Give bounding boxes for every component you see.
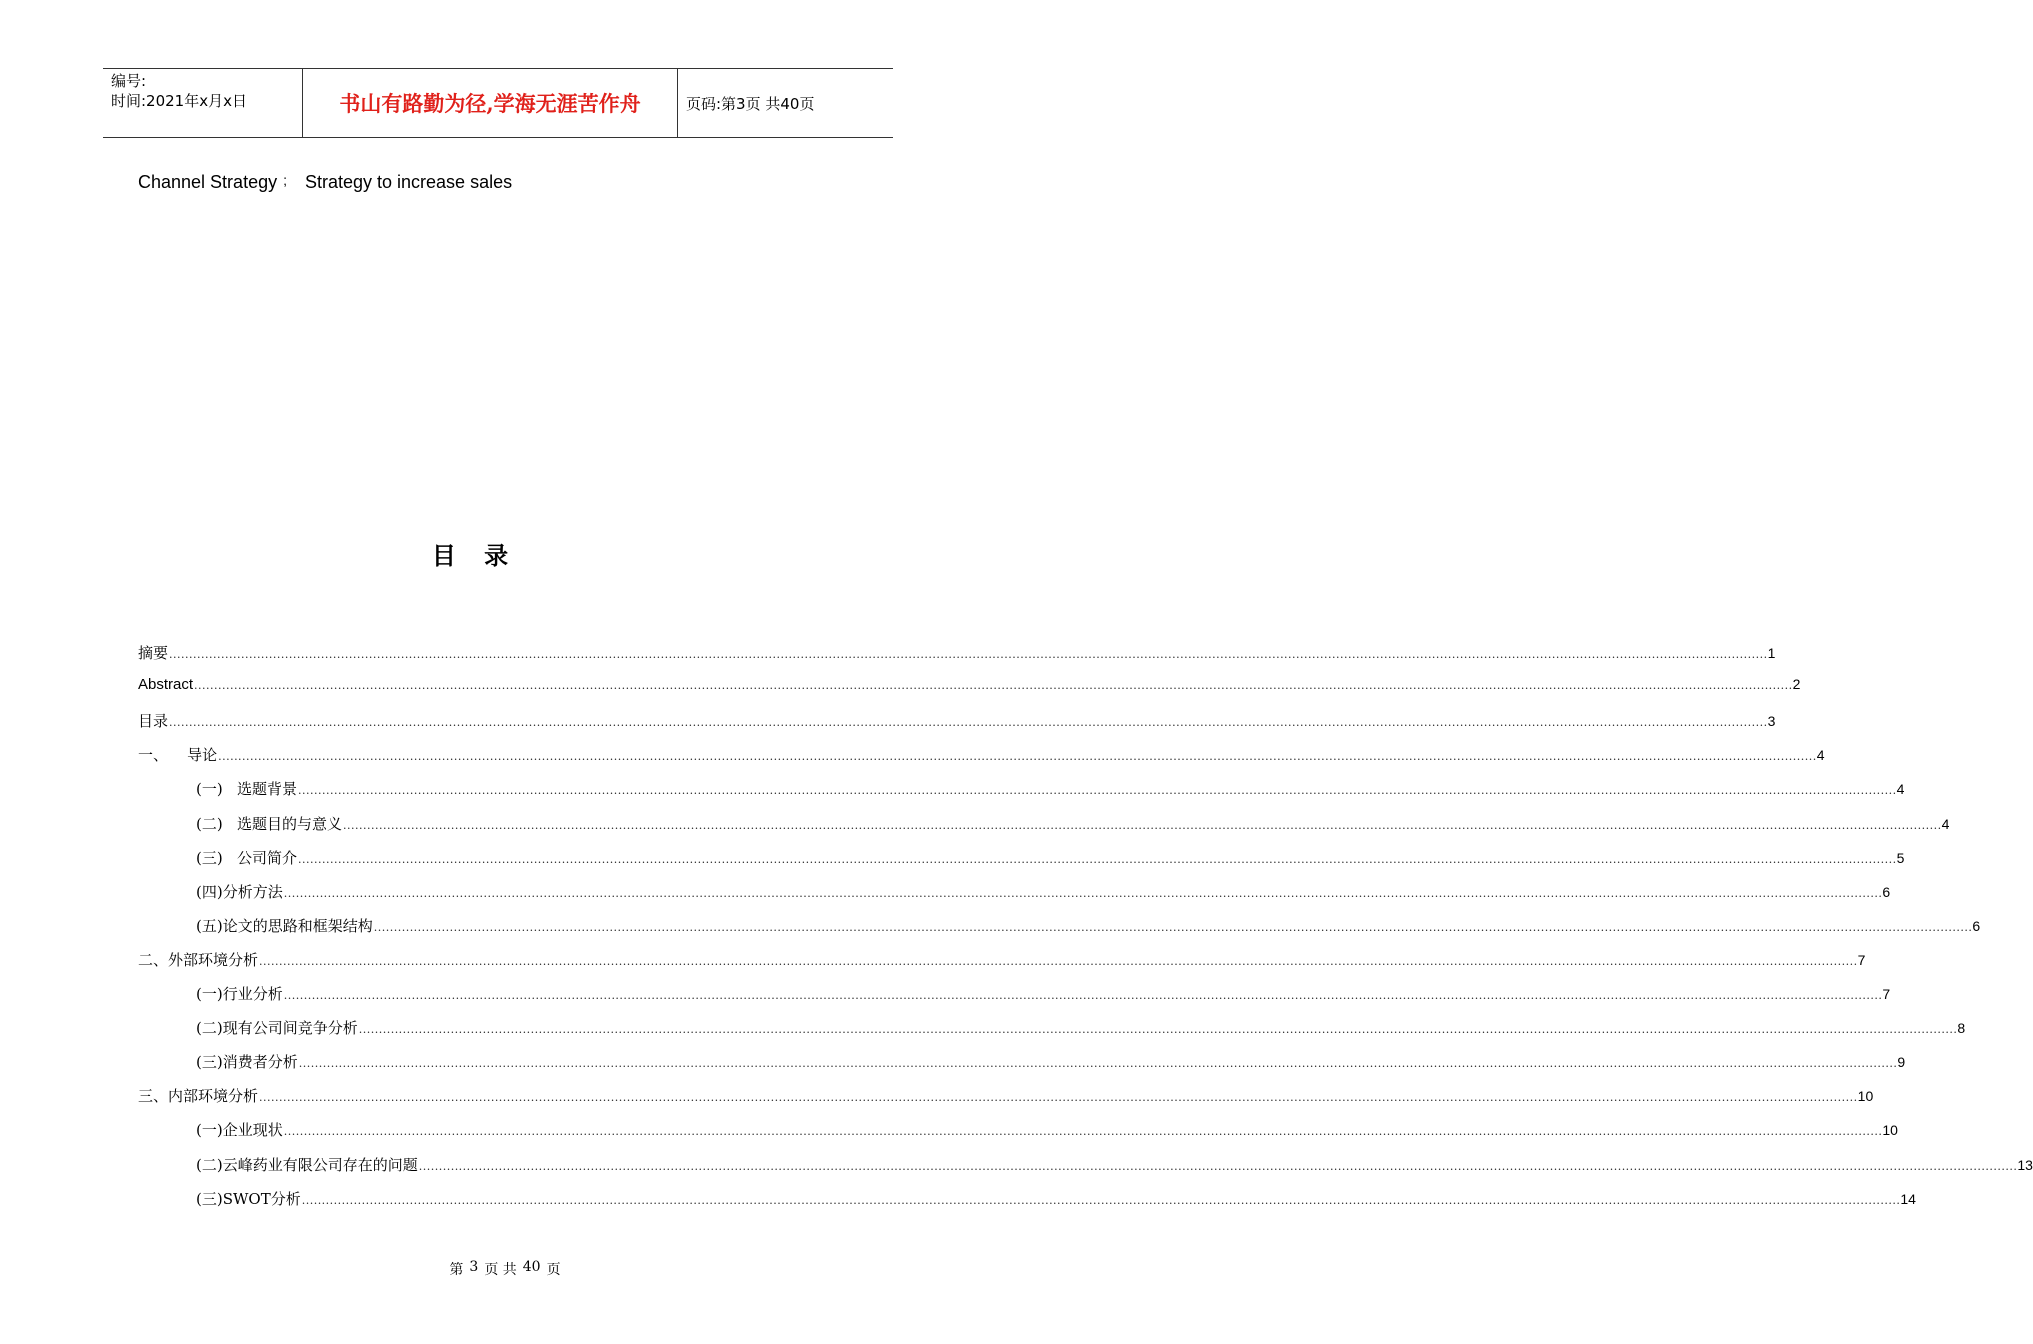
toc-entry-label: 三、内部环境分析 xyxy=(138,1087,259,1106)
toc-dot-leader: ................................................................................................................................................................................................................................................................................................................................................................................................................ xyxy=(298,784,1897,798)
toc-dot-leader: ................................................................................................................................................................................................................................................................................................................................................................................................................ xyxy=(373,920,1973,934)
toc-entry-page: 4 xyxy=(1816,747,1825,764)
toc-entry-label: (三)SWOT分析 xyxy=(196,1189,301,1208)
footer-suffix: 页 xyxy=(546,1262,561,1278)
toc-entry[interactable] xyxy=(138,949,1866,973)
keyword-separator: ; xyxy=(283,172,287,188)
toc-entry-page: 7 xyxy=(1857,951,1866,968)
toc-entry-label: Abstract xyxy=(138,676,194,694)
toc-entry[interactable] xyxy=(138,710,1776,734)
toc-dot-leader: ................................................................................................................................................................................................................................................................................................................................................................................................................ xyxy=(194,679,1793,693)
toc-dot-leader: ................................................................................................................................................................................................................................................................................................................................................................................................................ xyxy=(283,1125,1883,1139)
toc-entry-page: 7 xyxy=(1882,986,1891,1002)
header-number-label: 编号: xyxy=(111,72,147,90)
toc-dot-leader: ................................................................................................................................................................................................................................................................................................................................................................................................................ xyxy=(283,886,1883,900)
header-time-label: 时间:2021年x月x日 xyxy=(111,92,247,110)
toc-entry-label: (一) 选题背景 xyxy=(196,780,298,799)
toc-entry-page: 4 xyxy=(1941,815,1950,832)
toc-entry[interactable] xyxy=(196,983,1891,1007)
toc-entry[interactable] xyxy=(138,744,1825,768)
toc-entry-page: 9 xyxy=(1897,1054,1906,1071)
toc-dot-leader: ................................................................................................................................................................................................................................................................................................................................................................................................................ xyxy=(218,750,1817,764)
keyword-first: Channel Strategy xyxy=(138,172,278,192)
toc-entry[interactable] xyxy=(196,1188,1916,1212)
footer-prefix: 第 xyxy=(449,1262,464,1278)
toc-entry[interactable] xyxy=(196,847,1905,871)
toc-entry-label: (三)消费者分析 xyxy=(196,1053,298,1072)
page-header xyxy=(103,68,893,138)
header-meta xyxy=(103,69,303,137)
toc-entry-page: 10 xyxy=(1882,1122,1898,1139)
toc-entry[interactable] xyxy=(196,1017,1966,1041)
toc-dot-leader: ................................................................................................................................................................................................................................................................................................................................................................................................................ xyxy=(358,1023,1958,1037)
toc-dot-leader: ................................................................................................................................................................................................................................................................................................................................................................................................................ xyxy=(169,648,1768,661)
toc-dot-leader: ................................................................................................................................................................................................................................................................................................................................................................................................................ xyxy=(418,1159,2018,1173)
toc-entry-page: 6 xyxy=(1972,917,1981,934)
toc-dot-leader: ................................................................................................................................................................................................................................................................................................................................................................................................................ xyxy=(298,852,1897,866)
toc-entry-page: 8 xyxy=(1957,1020,1966,1037)
toc-entry[interactable] xyxy=(138,642,1776,666)
toc-dot-leader: ................................................................................................................................................................................................................................................................................................................................................................................................................ xyxy=(169,716,1768,730)
toc-entry-page: 6 xyxy=(1882,883,1891,900)
toc-dot-leader: ................................................................................................................................................................................................................................................................................................................................................................................................................ xyxy=(301,1193,1901,1207)
toc-entry-label: (二)云峰药业有限公司存在的问题 xyxy=(196,1155,418,1174)
toc-dot-leader: ................................................................................................................................................................................................................................................................................................................................................................................................................ xyxy=(343,818,1942,832)
toc-entry[interactable] xyxy=(196,1154,2033,1178)
keyword-second: Strategy to increase sales xyxy=(304,172,513,192)
toc-entry-label: 目录 xyxy=(138,712,169,731)
toc-entry[interactable] xyxy=(196,881,1891,905)
toc-entry[interactable] xyxy=(196,915,1981,939)
keywords-line xyxy=(138,172,512,193)
toc-entry-page: 2 xyxy=(1792,676,1801,693)
toc-entry-page: 5 xyxy=(1896,849,1905,866)
toc-entry-page: 14 xyxy=(1900,1190,1916,1207)
toc-entry-label: 二、外部环境分析 xyxy=(138,950,259,969)
toc-entry-label: 摘要 xyxy=(138,644,169,662)
toc-entry[interactable] xyxy=(138,676,1801,700)
toc-dot-leader: ................................................................................................................................................................................................................................................................................................................................................................................................................ xyxy=(259,1091,1858,1105)
toc-entry[interactable] xyxy=(196,1119,1898,1143)
toc-entry-page: 10 xyxy=(1857,1088,1874,1105)
toc-title: 目 录 xyxy=(431,542,519,570)
toc-entry-label: (二)现有公司间竞争分析 xyxy=(196,1019,358,1038)
toc-entry-label: (二) 选题目的与意义 xyxy=(196,814,343,833)
toc-entry-label: (三) 公司简介 xyxy=(196,848,298,867)
toc-entry-label: (五)论文的思路和框架结构 xyxy=(196,916,373,935)
toc-dot-leader: ................................................................................................................................................................................................................................................................................................................................................................................................................ xyxy=(259,954,1858,968)
header-motto: 书山有路勤为径,学海无涯苦作舟 xyxy=(303,69,678,137)
toc-entry-page: 4 xyxy=(1896,781,1905,798)
toc-entry-label: 一、 导论 xyxy=(138,746,218,765)
toc-entry[interactable] xyxy=(196,813,1950,837)
toc-entry-page: 13 xyxy=(2017,1156,2033,1173)
toc-entry-label: (一)行业分析 xyxy=(196,985,283,1003)
footer-total: 40 xyxy=(522,1259,541,1275)
page-footer xyxy=(0,1259,950,1279)
toc-entry-label: (一)企业现状 xyxy=(196,1121,283,1140)
toc-entry-page: 1 xyxy=(1767,645,1776,661)
toc-entry-label: (四)分析方法 xyxy=(196,882,283,901)
toc-entry[interactable] xyxy=(196,778,1905,802)
toc-dot-leader: ................................................................................................................................................................................................................................................................................................................................................................................................................ xyxy=(283,989,1883,1002)
footer-page: 3 xyxy=(469,1259,479,1275)
header-page-info: 页码:第3页 共40页 xyxy=(686,94,815,113)
toc-entry[interactable] xyxy=(138,1085,1874,1109)
toc-entry-page: 3 xyxy=(1767,713,1776,730)
toc-dot-leader: ................................................................................................................................................................................................................................................................................................................................................................................................................ xyxy=(298,1057,1898,1071)
footer-middle: 页 共 xyxy=(484,1262,517,1278)
toc-entry[interactable] xyxy=(196,1051,1906,1075)
